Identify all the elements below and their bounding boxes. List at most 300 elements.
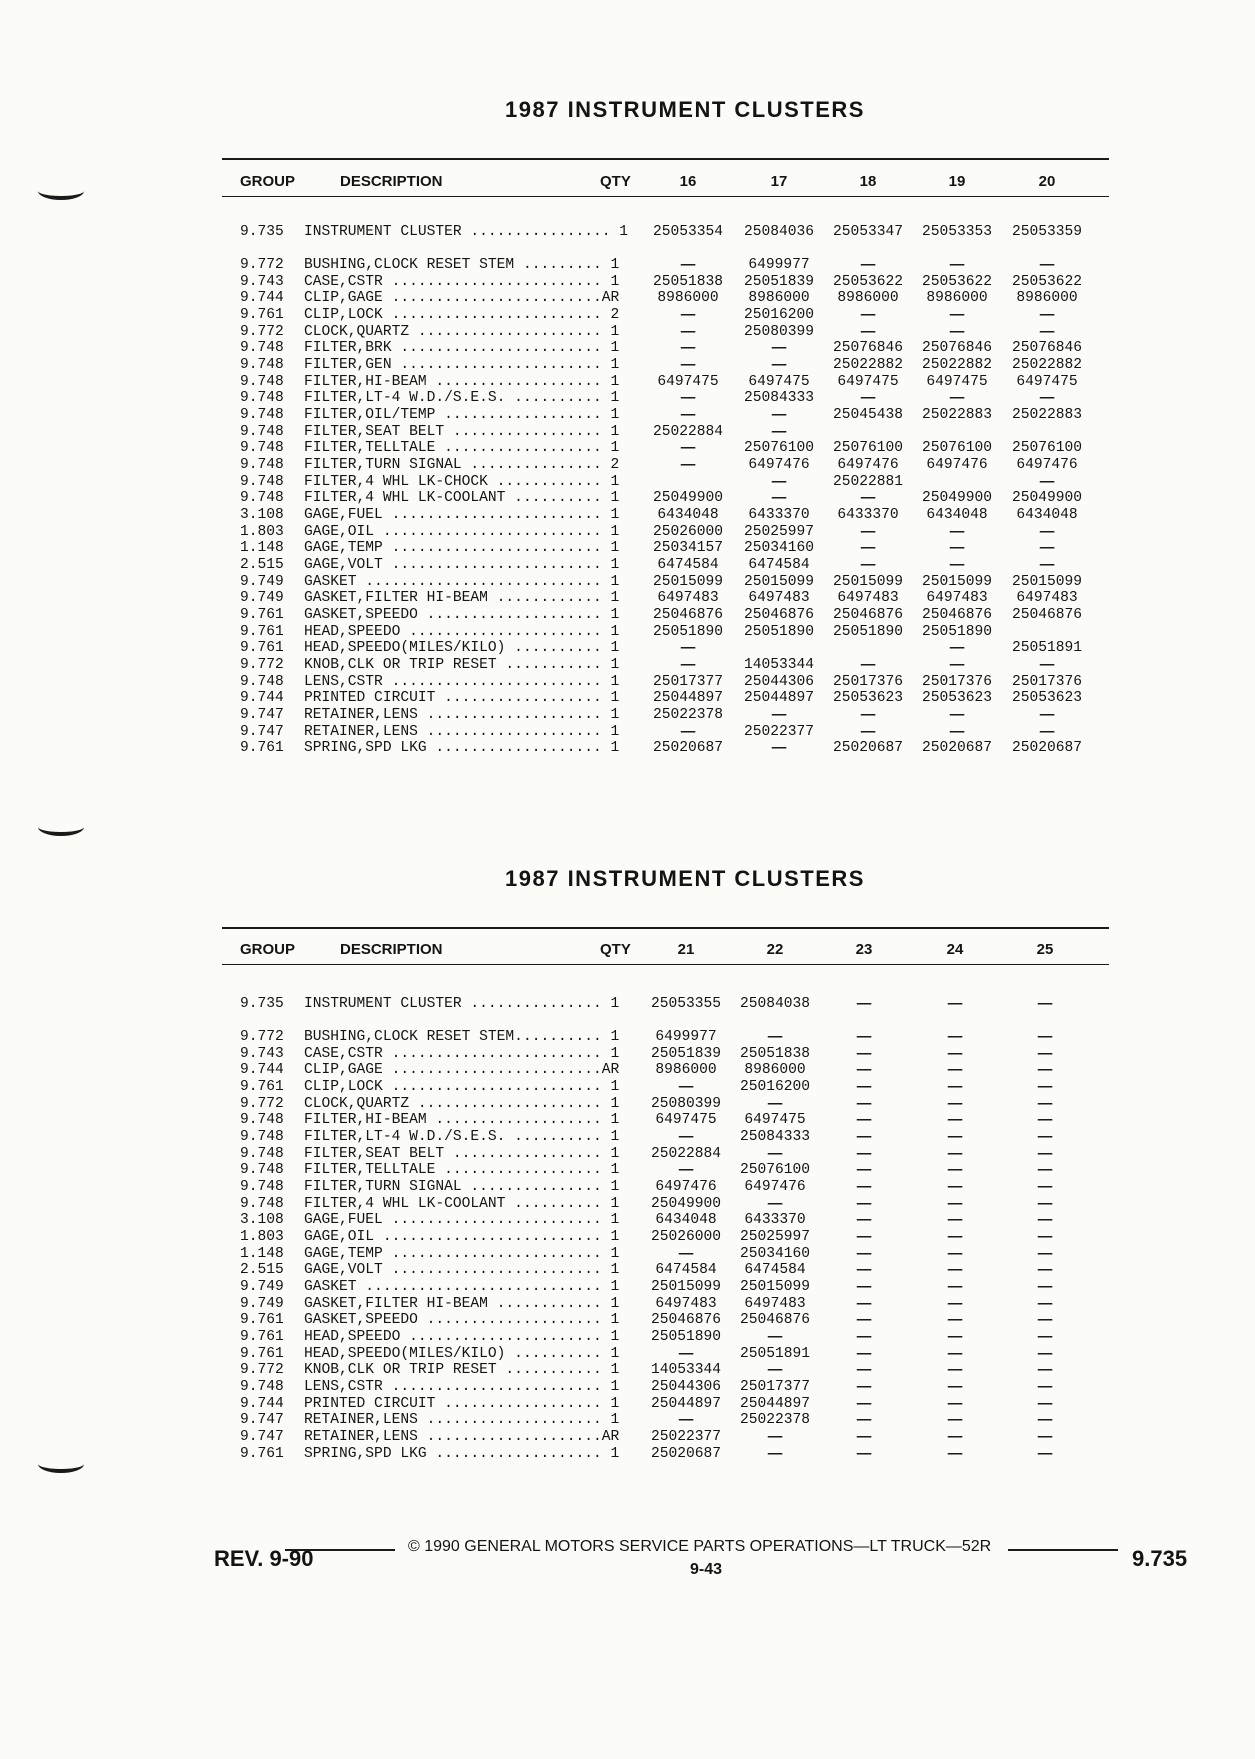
row-part-number: —	[680, 640, 696, 657]
row-description: FILTER,HI-BEAM ................... 1	[304, 1112, 620, 1129]
row-part-number: 25051891	[739, 1345, 811, 1362]
row-description: CLIP,GAGE ........................AR	[304, 1062, 620, 1079]
row-group: 9.761	[240, 740, 284, 757]
row-part-number: 25051890	[921, 623, 993, 640]
row-description: HEAD,SPEEDO(MILES/KILO) .......... 1	[304, 1345, 620, 1362]
row-group: 9.748	[240, 340, 284, 357]
row-part-number: 6497475	[655, 1112, 717, 1129]
row-part-number: —	[1039, 523, 1055, 540]
row-part-number: —	[949, 540, 965, 557]
row-group: 9.761	[240, 307, 284, 323]
row-part-number: 8986000	[748, 290, 810, 307]
row-part-number: 6497483	[744, 1295, 806, 1312]
row-part-number: 25025997	[743, 523, 815, 540]
table-row	[0, 1446, 1255, 1462]
table-row	[0, 290, 1255, 306]
row-part-number: 25044897	[743, 690, 815, 707]
header-col: 20	[1038, 173, 1056, 190]
row-part-number: —	[949, 307, 965, 323]
row-part-number: —	[856, 1229, 872, 1246]
table-row	[0, 590, 1255, 606]
row-part-number: 25076100	[1011, 440, 1083, 457]
row-part-number: 25020687	[832, 740, 904, 757]
row-group: 9.748	[240, 423, 284, 440]
row-part-number: 25046876	[921, 607, 993, 624]
header-group: GROUP	[240, 941, 296, 958]
row-group: 1.148	[240, 540, 284, 557]
row-part-number: —	[767, 1362, 783, 1379]
table-row	[0, 1379, 1255, 1395]
row-part-number: —	[860, 557, 876, 574]
row-part-number: 25053623	[832, 690, 904, 707]
row-group: 9.744	[240, 690, 284, 707]
row-description: FILTER,TURN SIGNAL ............... 2	[304, 457, 620, 474]
row-description: CLOCK,QUARTZ ..................... 1	[304, 323, 620, 340]
row-part-number: —	[860, 323, 876, 340]
row-part-number: 25015099	[832, 573, 904, 590]
row-part-number: 25016200	[743, 307, 815, 323]
row-part-number: —	[947, 1162, 963, 1179]
row-part-number: —	[860, 257, 876, 273]
row-part-number: —	[856, 1212, 872, 1229]
row-part-number: 25044306	[743, 673, 815, 690]
row-part-number: 25022377	[743, 723, 815, 740]
table-row	[0, 1246, 1255, 1262]
row-group: 9.772	[240, 657, 284, 674]
table-row	[0, 457, 1255, 473]
row-part-number: 25022882	[1011, 357, 1083, 374]
row-part-number: 25046876	[743, 607, 815, 624]
row-description: BUSHING,CLOCK RESET STEM ......... 1	[304, 257, 620, 273]
row-description: CLOCK,QUARTZ ..................... 1	[304, 1095, 620, 1112]
row-description: RETAINER,LENS ....................AR	[304, 1429, 620, 1446]
row-part-number: —	[680, 407, 696, 424]
row-group: 9.749	[240, 573, 284, 590]
row-part-number: —	[856, 1412, 872, 1429]
row-part-number: —	[1039, 257, 1055, 273]
row-part-number: 25051890	[650, 1329, 722, 1346]
row-group: 9.744	[240, 1395, 284, 1412]
row-part-number: —	[947, 1112, 963, 1129]
row-part-number: —	[1039, 323, 1055, 340]
row-part-number: —	[767, 1195, 783, 1212]
row-part-number: 25022378	[739, 1412, 811, 1429]
row-part-number: —	[856, 1045, 872, 1062]
row-part-number: —	[947, 1262, 963, 1279]
row-part-number: 6499977	[655, 1029, 717, 1045]
row-part-number: —	[1039, 557, 1055, 574]
row-part-number: 25084333	[739, 1129, 811, 1146]
table-row	[0, 1079, 1255, 1095]
row-part-number: 25034157	[652, 540, 724, 557]
row-part-number: 25076846	[921, 340, 993, 357]
header-col: 23	[855, 941, 873, 958]
row-description: CASE,CSTR ........................ 1	[304, 273, 620, 290]
row-part-number: 8986000	[1016, 290, 1078, 307]
row-part-number: —	[856, 1279, 872, 1296]
row-part-number: —	[767, 1029, 783, 1045]
table-row	[0, 1362, 1255, 1378]
row-part-number: 25034160	[739, 1245, 811, 1262]
row-part-number: —	[1037, 1062, 1053, 1079]
row-part-number: 25022882	[921, 357, 993, 374]
row-part-number: —	[949, 523, 965, 540]
row-description: FILTER,BRK ....................... 1	[304, 340, 620, 357]
row-part-number: 6497483	[748, 590, 810, 607]
table-row	[0, 1179, 1255, 1195]
row-group: 9.761	[240, 623, 284, 640]
row-part-number: 8986000	[657, 290, 719, 307]
table-row	[0, 1396, 1255, 1412]
row-part-number: 25051890	[832, 623, 904, 640]
header-qty: QTY	[600, 173, 631, 190]
row-part-number: —	[856, 1395, 872, 1412]
row-part-number: 6497483	[1016, 590, 1078, 607]
row-description: GAGE,VOLT ........................ 1	[304, 1262, 620, 1279]
row-part-number: —	[860, 707, 876, 724]
row-part-number: 14053344	[743, 657, 815, 674]
table-row	[0, 324, 1255, 340]
row-group: 1.803	[240, 523, 284, 540]
row-part-number: 25022882	[832, 357, 904, 374]
row-description: FILTER,SEAT BELT ................. 1	[304, 423, 620, 440]
table-row	[0, 424, 1255, 440]
row-part-number: 25046876	[739, 1312, 811, 1329]
row-group: 1.148	[240, 1245, 284, 1262]
row-description: GAGE,OIL ......................... 1	[304, 523, 620, 540]
row-part-number: —	[771, 740, 787, 757]
table-row	[0, 1162, 1255, 1178]
row-part-number: 6497483	[837, 590, 899, 607]
row-part-number: —	[767, 1429, 783, 1446]
row-part-number: 25051891	[1011, 640, 1083, 657]
row-group: 9.748	[240, 440, 284, 457]
row-part-number: —	[949, 707, 965, 724]
row-part-number: 6497475	[837, 373, 899, 390]
row-group: 9.772	[240, 257, 284, 273]
row-part-number: —	[1039, 540, 1055, 557]
row-group: 9.743	[240, 1045, 284, 1062]
row-part-number: —	[949, 257, 965, 273]
row-part-number: 25044897	[650, 1395, 722, 1412]
row-part-number: 25025997	[739, 1229, 811, 1246]
row-description: GAGE,TEMP ........................ 1	[304, 1245, 620, 1262]
row-part-number: 6497476	[1016, 457, 1078, 474]
row-part-number: —	[860, 723, 876, 740]
row-part-number: 8986000	[744, 1062, 806, 1079]
row-part-number: 6497475	[1016, 373, 1078, 390]
row-part-number: —	[947, 1312, 963, 1329]
row-part-number: 25049900	[921, 490, 993, 507]
table-row	[0, 1096, 1255, 1112]
row-part-number: 6497476	[744, 1179, 806, 1196]
row-part-number: —	[1037, 1229, 1053, 1246]
row-part-number: —	[949, 323, 965, 340]
header-description: DESCRIPTION	[340, 173, 443, 190]
row-part-number: 25022378	[652, 707, 724, 724]
row-part-number: 25051839	[650, 1045, 722, 1062]
row-part-number: 6474584	[657, 557, 719, 574]
row-part-number: 25053359	[1011, 224, 1083, 240]
row-part-number: —	[680, 390, 696, 407]
row-part-number: —	[947, 1412, 963, 1429]
row-part-number: 25020687	[652, 740, 724, 757]
table-row	[0, 607, 1255, 623]
row-part-number: —	[949, 390, 965, 407]
row-description: GASKET,SPEEDO .................... 1	[304, 1312, 620, 1329]
row-part-number: 6497483	[655, 1295, 717, 1312]
row-part-number: —	[947, 1395, 963, 1412]
row-part-number: 25076100	[743, 440, 815, 457]
row-description: HEAD,SPEEDO ...................... 1	[304, 623, 620, 640]
row-part-number: —	[947, 1279, 963, 1296]
table-row	[0, 307, 1255, 323]
row-description: FILTER,HI-BEAM ................... 1	[304, 373, 620, 390]
row-part-number: —	[1037, 1079, 1053, 1095]
row-part-number: —	[947, 1245, 963, 1262]
row-part-number: —	[1037, 1179, 1053, 1196]
table-row	[0, 1296, 1255, 1312]
row-part-number: —	[767, 1095, 783, 1112]
row-description: GAGE,FUEL ........................ 1	[304, 507, 620, 524]
row-part-number: —	[680, 657, 696, 674]
row-part-number: —	[947, 1079, 963, 1095]
row-part-number: —	[680, 457, 696, 474]
row-part-number: 25026000	[650, 1229, 722, 1246]
row-part-number: —	[1037, 1379, 1053, 1396]
row-part-number: 25046876	[652, 607, 724, 624]
row-part-number: 6497475	[744, 1112, 806, 1129]
revision-label: REV. 9-90	[214, 1546, 314, 1571]
table-title: 1987 INSTRUMENT CLUSTERS	[505, 97, 865, 122]
row-description: SPRING,SPD LKG ................... 1	[304, 740, 620, 757]
row-part-number: 25053622	[921, 273, 993, 290]
row-part-number: —	[856, 1129, 872, 1146]
row-group: 9.761	[240, 607, 284, 624]
row-part-number: 8986000	[837, 290, 899, 307]
row-part-number: 25076846	[1011, 340, 1083, 357]
table-row	[0, 507, 1255, 523]
row-group: 9.735	[240, 996, 284, 1012]
row-part-number: 6434048	[1016, 507, 1078, 524]
row-part-number: 6474584	[744, 1262, 806, 1279]
row-part-number: —	[680, 340, 696, 357]
row-part-number: —	[856, 1179, 872, 1196]
row-part-number: 25026000	[652, 523, 724, 540]
row-part-number: 25051839	[743, 273, 815, 290]
table-row	[0, 1329, 1255, 1345]
header-col: 22	[766, 941, 784, 958]
row-part-number: —	[856, 1245, 872, 1262]
row-description: FILTER,TELLTALE .................. 1	[304, 1162, 620, 1179]
row-part-number: 25053353	[921, 224, 993, 240]
row-part-number: 6497476	[748, 457, 810, 474]
row-part-number: —	[767, 1329, 783, 1346]
row-description: RETAINER,LENS .................... 1	[304, 707, 620, 724]
row-part-number: 6433370	[744, 1212, 806, 1229]
table-row	[0, 490, 1255, 506]
row-description: CLIP,GAGE ........................AR	[304, 290, 620, 307]
row-part-number: —	[1037, 1095, 1053, 1112]
row-description: KNOB,CLK OR TRIP RESET ........... 1	[304, 657, 620, 674]
table-row	[0, 996, 1255, 1012]
row-part-number: 25022884	[652, 423, 724, 440]
row-part-number: 25046876	[650, 1312, 722, 1329]
row-part-number: —	[680, 307, 696, 323]
row-part-number: —	[856, 1112, 872, 1129]
table-header	[0, 173, 1255, 193]
row-part-number: 25051838	[739, 1045, 811, 1062]
row-part-number: —	[856, 1379, 872, 1396]
row-part-number: 6433370	[837, 507, 899, 524]
table-row	[0, 1046, 1255, 1062]
row-part-number: —	[856, 1029, 872, 1045]
row-part-number: —	[947, 1195, 963, 1212]
row-part-number: 25022883	[1011, 407, 1083, 424]
row-group: 9.772	[240, 323, 284, 340]
row-group: 9.748	[240, 1179, 284, 1196]
row-description: FILTER,LT-4 W.D./S.E.S. .......... 1	[304, 390, 620, 407]
row-part-number: —	[678, 1412, 694, 1429]
row-part-number: —	[947, 1129, 963, 1146]
row-part-number: 6474584	[655, 1262, 717, 1279]
row-part-number: 25015099	[650, 1279, 722, 1296]
row-group: 9.748	[240, 1162, 284, 1179]
row-part-number: —	[947, 1029, 963, 1045]
table-row	[0, 540, 1255, 556]
table-rule	[222, 964, 1109, 965]
row-part-number: —	[1037, 1245, 1053, 1262]
row-group: 9.761	[240, 1345, 284, 1362]
row-part-number: 25053622	[1011, 273, 1083, 290]
row-part-number: —	[1037, 1212, 1053, 1229]
row-description: FILTER,LT-4 W.D./S.E.S. .......... 1	[304, 1129, 620, 1146]
row-group: 3.108	[240, 507, 284, 524]
row-group: 9.761	[240, 1079, 284, 1095]
row-part-number: 25053354	[652, 224, 724, 240]
table-row	[0, 440, 1255, 456]
row-part-number: 25049900	[652, 490, 724, 507]
row-part-number: —	[860, 523, 876, 540]
header-group: GROUP	[240, 173, 296, 190]
row-part-number: —	[680, 257, 696, 273]
row-description: FILTER,OIL/TEMP .................. 1	[304, 407, 620, 424]
row-group: 9.744	[240, 1062, 284, 1079]
row-part-number: 8986000	[655, 1062, 717, 1079]
row-part-number: 6497476	[926, 457, 988, 474]
table-row	[0, 357, 1255, 373]
row-part-number: —	[947, 1179, 963, 1196]
header-col: 18	[859, 173, 877, 190]
row-part-number: —	[1037, 1195, 1053, 1212]
row-part-number: 25076100	[832, 440, 904, 457]
row-group: 9.743	[240, 273, 284, 290]
row-part-number: 25020687	[1011, 740, 1083, 757]
row-part-number: 25084038	[739, 996, 811, 1012]
row-part-number: —	[860, 540, 876, 557]
row-part-number: 6497475	[748, 373, 810, 390]
row-part-number: —	[1037, 1295, 1053, 1312]
header-col: 17	[770, 173, 788, 190]
row-part-number: —	[1037, 1312, 1053, 1329]
row-description: RETAINER,LENS .................... 1	[304, 723, 620, 740]
row-part-number: —	[947, 1445, 963, 1462]
row-description: FILTER,SEAT BELT ................. 1	[304, 1145, 620, 1162]
row-part-number: —	[1037, 1262, 1053, 1279]
row-part-number: —	[856, 1329, 872, 1346]
row-part-number: —	[1037, 1029, 1053, 1045]
header-col: 25	[1036, 941, 1054, 958]
row-part-number: —	[1037, 1045, 1053, 1062]
row-part-number: —	[1037, 1412, 1053, 1429]
table-row	[0, 1129, 1255, 1145]
row-part-number: 25015099	[652, 573, 724, 590]
row-part-number: 25015099	[921, 573, 993, 590]
row-part-number: 6474584	[748, 557, 810, 574]
row-group: 1.803	[240, 1229, 284, 1246]
row-description: LENS,CSTR ........................ 1	[304, 1379, 620, 1396]
row-part-number: —	[856, 1345, 872, 1362]
row-part-number: 25084333	[743, 390, 815, 407]
row-part-number: 25015099	[743, 573, 815, 590]
row-description: PRINTED CIRCUIT .................. 1	[304, 1395, 620, 1412]
row-part-number: 25015099	[1011, 573, 1083, 590]
table-row	[0, 724, 1255, 740]
row-part-number: 25020687	[921, 740, 993, 757]
row-description: HEAD,SPEEDO(MILES/KILO) .......... 1	[304, 640, 620, 657]
row-part-number: 25034160	[743, 540, 815, 557]
row-part-number: 6497475	[657, 373, 719, 390]
row-group: 9.761	[240, 1329, 284, 1346]
row-part-number: —	[1037, 1112, 1053, 1129]
table-row	[0, 1229, 1255, 1245]
row-part-number: —	[1039, 307, 1055, 323]
row-part-number: —	[856, 1095, 872, 1112]
row-description: FILTER,TELLTALE .................. 1	[304, 440, 620, 457]
row-part-number: 25053623	[921, 690, 993, 707]
row-part-number: —	[1037, 1279, 1053, 1296]
table-row	[0, 224, 1255, 240]
table-row	[0, 1346, 1255, 1362]
row-group: 9.744	[240, 290, 284, 307]
table-rule	[222, 927, 1109, 929]
row-part-number: —	[1037, 1362, 1053, 1379]
row-description: KNOB,CLK OR TRIP RESET ........... 1	[304, 1362, 620, 1379]
table-row	[0, 1146, 1255, 1162]
row-part-number: —	[1037, 1162, 1053, 1179]
row-part-number: 25044897	[652, 690, 724, 707]
row-part-number: —	[947, 1145, 963, 1162]
row-part-number: 25053347	[832, 224, 904, 240]
row-part-number: —	[949, 640, 965, 657]
row-group: 9.761	[240, 1445, 284, 1462]
row-part-number: —	[947, 1295, 963, 1312]
row-group: 9.748	[240, 1145, 284, 1162]
row-description: GAGE,OIL ......................... 1	[304, 1229, 620, 1246]
table-row	[0, 524, 1255, 540]
row-part-number: —	[771, 357, 787, 374]
row-group: 9.749	[240, 1279, 284, 1296]
row-part-number: 25044897	[739, 1395, 811, 1412]
row-part-number: 6497483	[657, 590, 719, 607]
row-part-number: 25053355	[650, 996, 722, 1012]
row-part-number: —	[856, 1295, 872, 1312]
row-part-number: —	[947, 1045, 963, 1062]
header-qty: QTY	[600, 941, 631, 958]
row-part-number: 25046876	[1011, 607, 1083, 624]
table-row	[0, 340, 1255, 356]
row-part-number: —	[856, 1062, 872, 1079]
